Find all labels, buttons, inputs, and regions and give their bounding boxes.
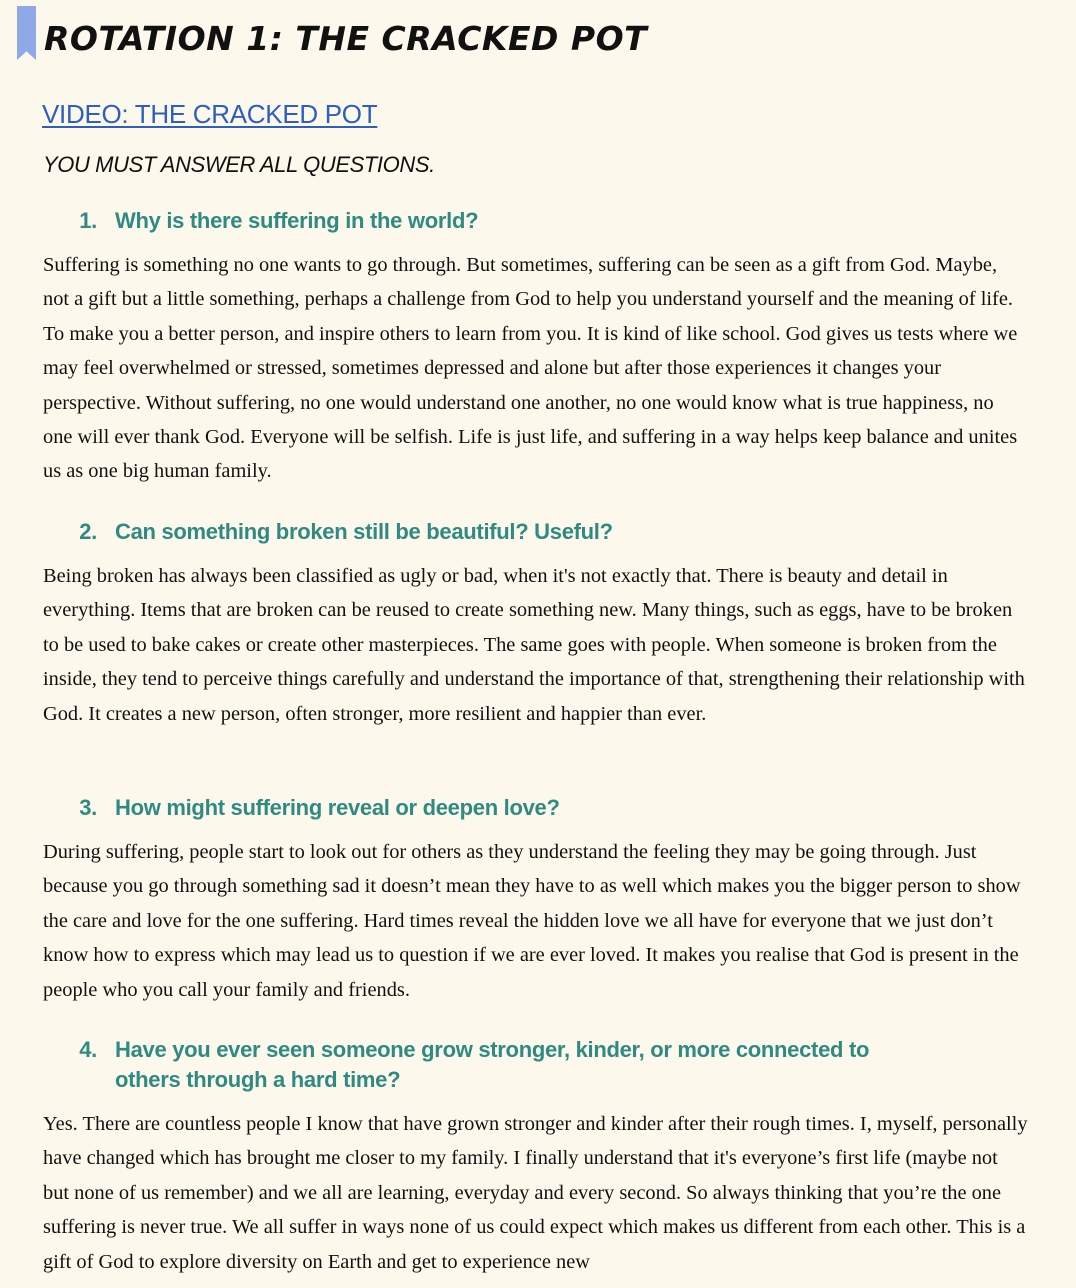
answer-text-3: During suffering, people start to look out for others as they understand the feeling they may be going through. Just because you go through something sad it doesn’t mean they have to as well which makes you the bigger person to show the care and love for the one suffering. Hard times reveal the hidden love we all have for everyone that we just don’t know how to express which may lead us to question if we are ever loved. It makes you realise that God is present in the people who you call your family and friends. bbox=[43, 841, 1021, 1001]
question-block-2 bbox=[43, 517, 1028, 731]
bookmark-icon bbox=[17, 6, 36, 60]
video-link[interactable]: VIDEO: THE CRACKED POT bbox=[42, 99, 378, 129]
question-text: How might suffering reveal or deepen love? bbox=[115, 795, 560, 820]
instruction-text: YOU MUST ANSWER ALL QUESTIONS. bbox=[43, 152, 435, 177]
answer-text-2: Being broken has always been classified as ugly or bad, when it's not exactly that. There is beauty and detail in everything. Items that are broken can be reused to create something new. Many things, such as eggs, have to be broken to be used to bake cakes or create other masterpieces. The same goes with people. When someone is broken from the inside, they tend to perceive things carefully and understand the importance of that, strengthening their relationship with God. It creates a new person, often stronger, more resilient and happier than ever. bbox=[43, 565, 1025, 725]
question-number: 2. bbox=[79, 519, 97, 544]
question-text: Can something broken still be beautiful? Useful? bbox=[115, 519, 613, 544]
question-text: Have you ever seen someone grow stronger, kinder, or more connected to others through a hard time? bbox=[115, 1037, 870, 1092]
page-title: ROTATION 1: THE CRACKED POT bbox=[44, 19, 648, 58]
question-heading-4 bbox=[43, 1035, 1028, 1095]
question-number: 1. bbox=[79, 208, 97, 233]
question-heading-3 bbox=[43, 793, 1028, 823]
answer-text-1: Suffering is something no one wants to go through. But sometimes, suffering can be seen as a gift from God. Maybe, not a gift but a little something, perhaps a challenge from God to help you understand yourself and the meaning of life. To make you a better person, and inspire others to learn from you. It is kind of like school. God gives us tests where we may feel overwhelmed or stressed, sometimes depressed and alone but after those experiences it changes your perspective. Without suffering, no one would understand one another, no one would know what is true happiness, no one will ever thank God. Everyone will be selfish. Life is just life, and suffering in a way helps keep balance and unites us as one big human family. bbox=[43, 254, 1018, 483]
question-block-3 bbox=[43, 793, 1028, 1007]
question-text: Why is there suffering in the world? bbox=[115, 208, 479, 233]
question-heading-2 bbox=[43, 517, 1028, 547]
question-block-4 bbox=[43, 1035, 1028, 1279]
answer-text-4: Yes. There are countless people I know that have grown stronger and kinder after their rough times. I, myself, personally have changed which has brought me closer to my family. I finally understand that it's everyone’s first life (maybe not but none of us remember) and we all are learning, everyday and every second. So always thinking that you’re the one suffering is never true. We all suffer in ways none of us could expect which makes us different from each other. This is a gift of God to explore diversity on Earth and get to experience new bbox=[43, 1113, 1028, 1273]
question-number: 4. bbox=[79, 1037, 97, 1062]
question-number: 3. bbox=[79, 795, 97, 820]
question-heading-1 bbox=[43, 206, 1028, 236]
question-block-1 bbox=[43, 206, 1028, 489]
